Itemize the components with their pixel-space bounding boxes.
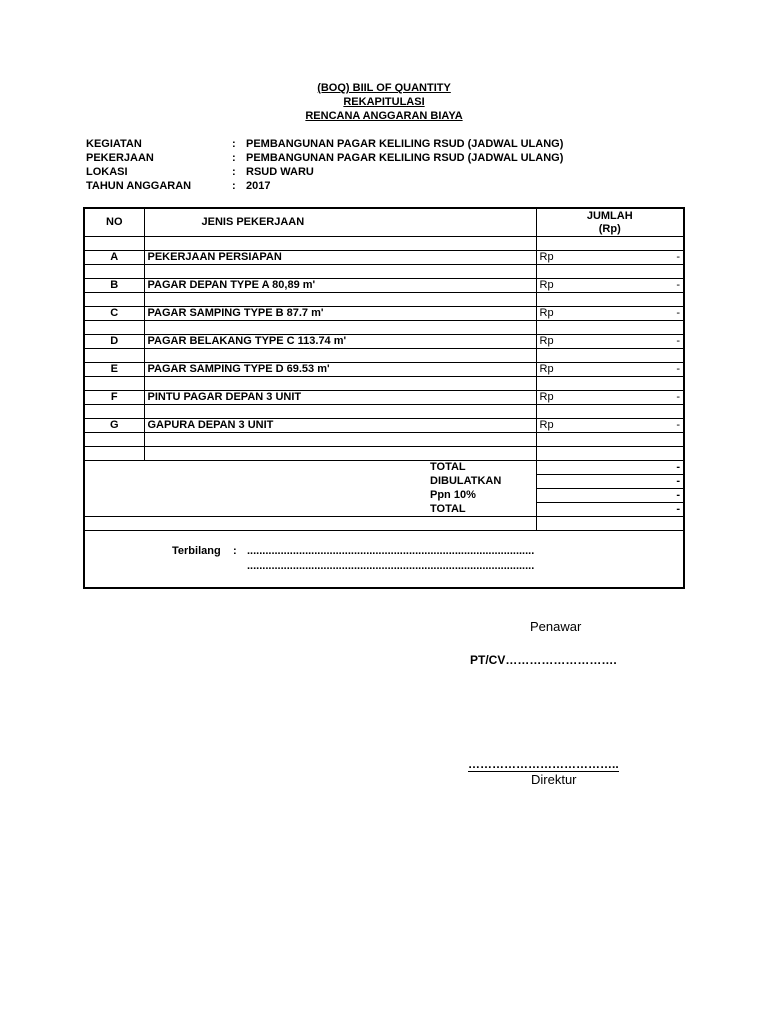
amount-value: - (676, 391, 680, 403)
total-label (85, 503, 536, 517)
header-jumlah-line2: (Rp) (598, 222, 621, 235)
header-jenis (144, 209, 536, 237)
info-value: PEMBANGUNAN PAGAR KELILING RSUD (JADWAL ULANG) (246, 152, 564, 164)
empty-cell (85, 405, 144, 419)
amount-value: - (676, 335, 680, 347)
total-row (85, 503, 683, 517)
empty-cell (536, 517, 683, 531)
row-item: PAGAR BELAKANG TYPE C 113.74 m' (144, 335, 536, 349)
currency-label: Rp (539, 251, 554, 263)
signature-line: ……………………………….. (468, 757, 619, 771)
empty-row (85, 321, 683, 335)
amount-value: - (676, 419, 680, 431)
info-colon: : (232, 152, 236, 164)
direktur-label: Direktur (531, 772, 577, 787)
terbilang-section (85, 530, 683, 587)
table-row (85, 335, 683, 349)
empty-cell (85, 377, 144, 391)
info-row (86, 151, 563, 165)
empty-cell (536, 433, 683, 447)
empty-row (85, 349, 683, 363)
info-label: LOKASI (86, 166, 128, 178)
currency-label: Rp (539, 363, 554, 375)
currency-label: Rp (539, 391, 554, 403)
total-value: - (536, 461, 683, 475)
total-row (85, 489, 683, 503)
total-label-text: Ppn 10% (430, 489, 476, 501)
info-row (86, 137, 563, 151)
total-row (85, 475, 683, 489)
header-jumlah-line1: JUMLAH (586, 209, 633, 222)
total-label (85, 475, 536, 489)
empty-cell (144, 293, 536, 307)
empty-cell (536, 349, 683, 363)
empty-cell (536, 293, 683, 307)
empty-cell (85, 237, 144, 251)
document-title (0, 81, 768, 123)
row-amount (536, 251, 683, 265)
info-label: TAHUN ANGGARAN (86, 180, 192, 192)
total-label (85, 489, 536, 503)
empty-cell (144, 405, 536, 419)
row-item: PAGAR DEPAN TYPE A 80,89 m' (144, 279, 536, 293)
total-label-text: DIBULATKAN (430, 475, 502, 487)
empty-cell (536, 447, 683, 461)
total-label-text: TOTAL (430, 461, 466, 474)
row-amount (536, 419, 683, 433)
title-line-3: RENCANA ANGGARAN BIAYA (305, 110, 463, 122)
row-no: A (85, 251, 144, 265)
amount-wrapper (540, 307, 681, 320)
amount-wrapper (540, 335, 681, 348)
info-colon: : (232, 166, 236, 178)
total-label (85, 461, 536, 475)
empty-cell (144, 321, 536, 335)
project-info (86, 137, 563, 193)
total-value: - (536, 489, 683, 503)
company-line: PT/CV………………………. (470, 653, 617, 667)
empty-cell (85, 447, 144, 461)
total-row (85, 461, 683, 475)
row-item: GAPURA DEPAN 3 UNIT (144, 419, 536, 433)
terbilang-label: Terbilang (172, 545, 221, 557)
table-header-row (85, 209, 683, 237)
info-value: PEMBANGUNAN PAGAR KELILING RSUD (JADWAL ULANG) (246, 138, 564, 150)
amount-wrapper (540, 419, 681, 432)
empty-cell (85, 265, 144, 279)
title-line-2: REKAPITULASI (343, 96, 425, 108)
row-no: D (85, 335, 144, 349)
info-value: RSUD WARU (246, 166, 314, 178)
row-amount (536, 335, 683, 349)
row-no: B (85, 279, 144, 293)
terbilang-line-2: .............................................................................................. (247, 560, 535, 572)
currency-label: Rp (539, 335, 554, 347)
penawar-label: Penawar (530, 619, 582, 634)
empty-row (85, 517, 683, 531)
empty-cell (144, 447, 536, 461)
amount-value: - (676, 307, 680, 319)
empty-cell (85, 349, 144, 363)
header-no: NO (106, 216, 123, 228)
empty-row (85, 293, 683, 307)
empty-row (85, 405, 683, 419)
empty-cell (536, 237, 683, 251)
info-row (86, 165, 563, 179)
header-jenis-label: JENIS PEKERJAAN (201, 216, 305, 228)
empty-row (85, 265, 683, 279)
empty-cell (536, 377, 683, 391)
table-row (85, 251, 683, 265)
row-item: PEKERJAAN PERSIAPAN (144, 251, 536, 265)
empty-row (85, 237, 683, 251)
row-amount (536, 307, 683, 321)
row-no: C (85, 307, 144, 321)
row-amount (536, 391, 683, 405)
boq-table (83, 207, 685, 589)
row-amount (536, 363, 683, 377)
empty-cell (85, 293, 144, 307)
amount-wrapper (540, 391, 681, 404)
total-value: - (536, 503, 683, 517)
empty-cell (144, 237, 536, 251)
empty-row (85, 447, 683, 461)
empty-row (85, 433, 683, 447)
title-line-1: (BOQ) BIIL OF QUANTITY (317, 82, 451, 94)
row-item: PINTU PAGAR DEPAN 3 UNIT (144, 391, 536, 405)
table-row (85, 279, 683, 293)
info-row (86, 179, 563, 193)
empty-cell (85, 321, 144, 335)
info-label: PEKERJAAN (86, 152, 154, 164)
empty-row (85, 377, 683, 391)
empty-cell (144, 433, 536, 447)
empty-cell (536, 265, 683, 279)
table-row (85, 419, 683, 433)
empty-cell (85, 517, 536, 531)
terbilang-colon: : (233, 545, 237, 557)
row-no: E (85, 363, 144, 377)
currency-label: Rp (539, 307, 554, 319)
table-row (85, 391, 683, 405)
row-item: PAGAR SAMPING TYPE D 69.53 m' (144, 363, 536, 377)
header-jumlah (536, 209, 683, 237)
table-row (85, 307, 683, 321)
amount-wrapper (540, 363, 681, 376)
info-label: KEGIATAN (86, 138, 142, 150)
row-no: F (85, 391, 144, 405)
info-colon: : (232, 138, 236, 150)
total-label-text: TOTAL (430, 502, 466, 515)
row-no: G (85, 419, 144, 433)
total-value: - (536, 475, 683, 489)
table-row (85, 363, 683, 377)
row-item: PAGAR SAMPING TYPE B 87.7 m' (144, 307, 536, 321)
amount-wrapper (540, 279, 681, 292)
row-amount (536, 279, 683, 293)
empty-cell (536, 321, 683, 335)
terbilang-line-1: .............................................................................................. (247, 545, 535, 557)
amount-value: - (676, 251, 680, 263)
empty-cell (536, 405, 683, 419)
empty-cell (144, 377, 536, 391)
empty-cell (144, 265, 536, 279)
info-value: 2017 (246, 180, 271, 192)
empty-cell (85, 433, 144, 447)
info-colon: : (232, 180, 236, 192)
empty-cell (144, 349, 536, 363)
currency-label: Rp (539, 279, 554, 291)
amount-value: - (676, 363, 680, 375)
amount-wrapper (540, 251, 681, 264)
amount-value: - (676, 279, 680, 291)
currency-label: Rp (539, 419, 554, 431)
